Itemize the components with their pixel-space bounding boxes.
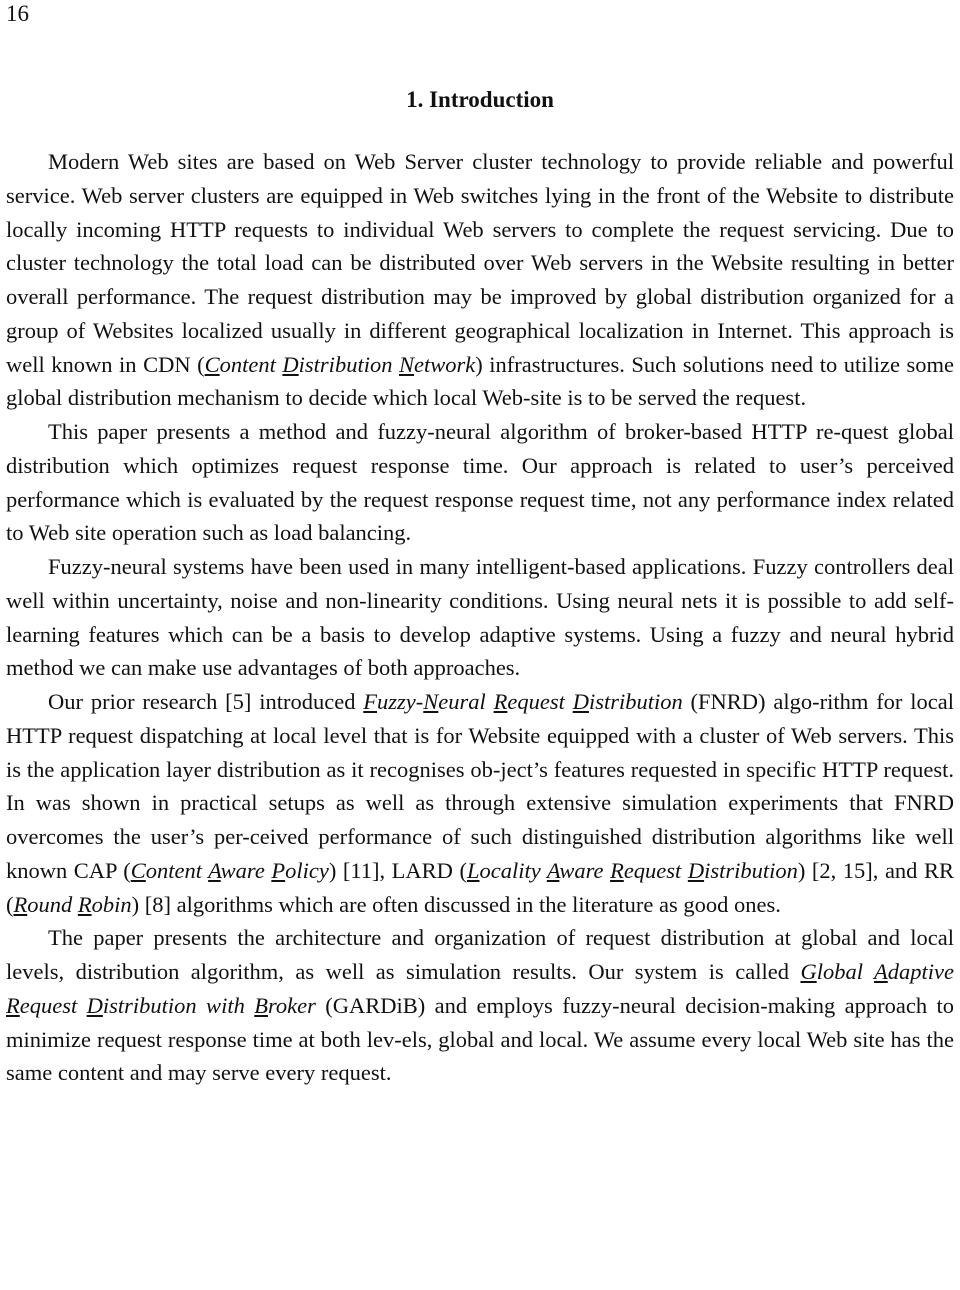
text-run: ) infrastructures. Such solutions need to utilize some global distribution mechanism to decide which local Web-site is to be served the request. xyxy=(6,351,954,411)
section-title xyxy=(0,86,960,114)
paragraph xyxy=(6,550,954,685)
acronym-expansion: Global Adaptive Request Distribution with Broker xyxy=(6,959,954,1018)
text-run: (FNRD) algo-rithm for local HTTP request dispatching at local level that is for Website equipped with a cluster of Web servers. This is the application layer distribution as it recognises ob-ject’s features requested in specific HTTP request. In was shown in practical setups as well as through extensive simulation experiments that FNRD overcomes the user’s per-ceived performance of such distinguished distribution algorithms like well known CAP ( xyxy=(6,689,954,883)
text-run: ) [8] algorithms which are often discussed in the literature as good ones. xyxy=(131,891,781,917)
section-number: 1. xyxy=(406,87,424,112)
text-run: Modern Web sites are based on Web Server cluster technology to provide reliable and powerful service. Web server clusters are equipped in Web switches lying in the front of the Website to distribute locally incoming HTTP requests to individual Web servers to complete the request servicing. Due to cluster technology the total load can be distributed over Web servers in the Website resulting in better overall performance. The request distribution may be improved by global distribution organized for a group of Websites localized usually in different geographical localization in Internet. This approach is well known in CDN ( xyxy=(6,149,954,377)
text-run: (GARDiB) and employs fuzzy-neural decision-making approach to minimize request response time at both lev-els, global and local. We assume every local Web site has the same content and may serve every request. xyxy=(6,992,954,1086)
body-text xyxy=(6,145,954,1090)
page-number: 16 xyxy=(6,1,29,26)
paragraph xyxy=(6,921,954,1090)
acronym-expansion: Round Robin xyxy=(13,891,132,917)
text-run: ) [2, 15], and RR ( xyxy=(6,857,954,917)
paragraph xyxy=(6,415,954,550)
text-run: The paper presents the architecture and organization of request distribution at global and local levels, distribution algorithm, as well as simulation results. Our system is called xyxy=(6,925,954,984)
acronym-expansion: Fuzzy-Neural Request Distribution xyxy=(363,689,683,714)
text-run: This paper presents a method and fuzzy-neural algorithm of broker-based HTTP re-quest global distribution which optimizes request response time. Our approach is related to user’s perceived performance which is evaluated by the request response request time, not any performance index related to Web site operation such as load balancing. xyxy=(6,419,954,546)
text-run: ) [11], LARD ( xyxy=(328,857,467,883)
text-run: Fuzzy-neural systems have been used in many intelligent-based applications. Fuzzy controllers deal well within uncertainty, noise and non-linearity conditions. Using neural nets it is possible to add self-learning features which can be a basis to develop adaptive systems. Using a fuzzy and neural hybrid method we can make use advantages of both approaches. xyxy=(6,554,954,681)
paragraph xyxy=(6,685,954,921)
acronym-expansion: Content Distribution Network xyxy=(204,351,476,377)
section-title-text: Introduction xyxy=(429,87,554,112)
acronym-expansion: Locality Aware Request Distribution xyxy=(466,857,798,883)
paragraph xyxy=(6,145,954,415)
acronym-expansion: Content Aware Policy xyxy=(130,857,329,883)
text-run: Our prior research [5] introduced xyxy=(48,689,364,714)
